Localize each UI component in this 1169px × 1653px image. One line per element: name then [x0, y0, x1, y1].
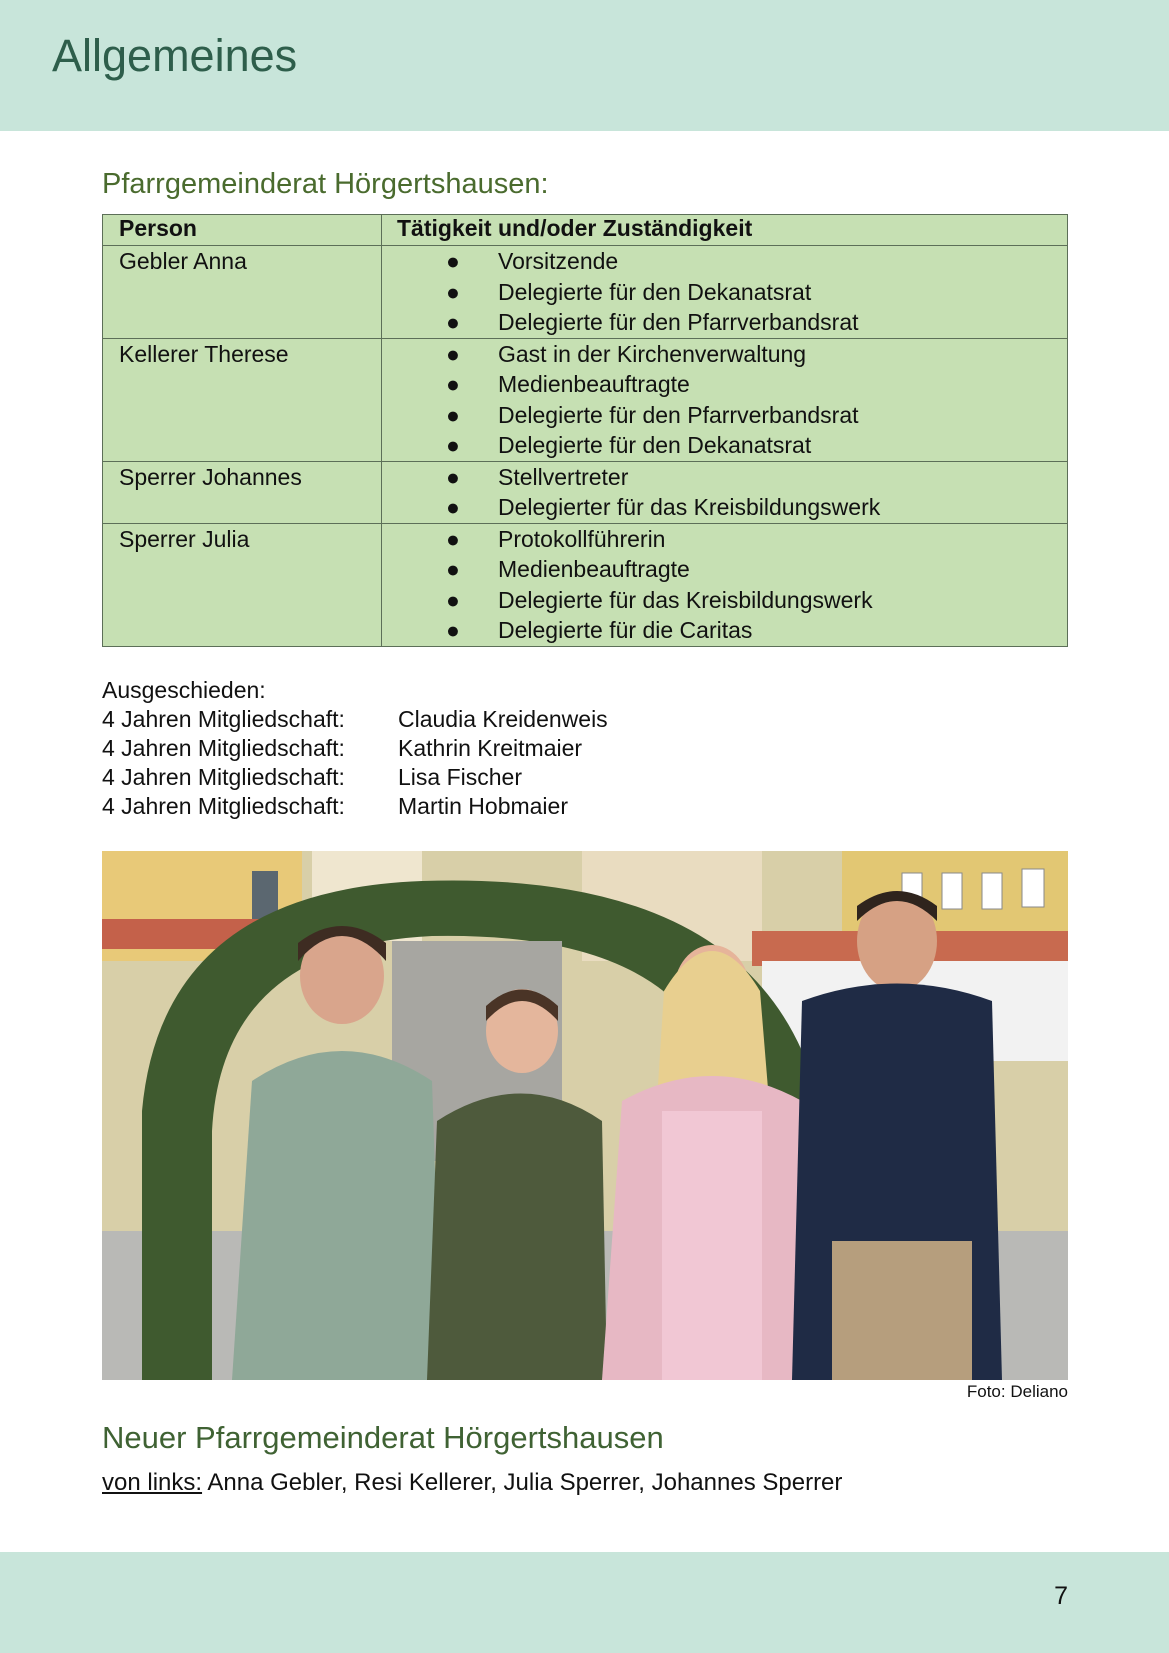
departed-entry — [102, 763, 608, 792]
bullet-icon: ● — [446, 617, 460, 643]
role-list — [382, 339, 1067, 461]
caption-text — [102, 1469, 842, 1497]
bullet-icon: ● — [446, 278, 460, 305]
member-name: Martin Hobmaier — [398, 793, 568, 819]
role-cell — [382, 338, 1068, 461]
departed-entry — [102, 792, 608, 821]
role-item: ● Medienbeauftragte — [382, 369, 1067, 400]
person-name: Sperrer Julia — [103, 523, 382, 646]
group-photo — [102, 851, 1068, 1380]
role-item: ● Stellvertreter — [382, 462, 1067, 493]
role-list — [382, 246, 1067, 338]
role-item: ● Delegierte für den Pfarrverbandsrat — [382, 307, 1067, 338]
role-item: ● Protokollführerin — [382, 524, 1067, 555]
bullet-icon: ● — [446, 309, 460, 335]
role-item: ● Delegierte für den Dekanatsrat — [382, 430, 1067, 461]
role-item: ● Delegierter für das Kreisbildungswerk — [382, 492, 1067, 523]
bullet-icon: ● — [446, 371, 460, 397]
role-list — [382, 524, 1067, 646]
page-title: Allgemeines — [52, 30, 298, 81]
bullet-icon: ● — [446, 432, 460, 458]
person-name: Sperrer Johannes — [103, 461, 382, 523]
table-row — [103, 461, 1068, 523]
section-title: Pfarrgemeinderat Hörgertshausen: — [102, 168, 549, 200]
role-item: ● Gast in der Kirchenverwaltung — [382, 339, 1067, 370]
caption-title: Neuer Pfarrgemeinderat Hörgertshausen — [102, 1420, 664, 1455]
role-cell — [382, 461, 1068, 523]
person-name: Gebler Anna — [103, 246, 382, 339]
member-name: Claudia Kreidenweis — [398, 706, 608, 732]
bullet-icon: ● — [446, 525, 460, 552]
bullet-icon: ● — [446, 463, 460, 490]
bullet-icon: ● — [446, 340, 460, 367]
header-band — [0, 0, 1169, 131]
column-header-roles: Tätigkeit und/oder Zuständigkeit — [382, 215, 1068, 246]
role-item: ● Delegierte für den Pfarrverbandsrat — [382, 400, 1067, 431]
membership-duration: 4 Jahren Mitgliedschaft: — [102, 735, 345, 761]
bullet-icon: ● — [446, 401, 460, 428]
member-name: Lisa Fischer — [398, 764, 522, 790]
member-name: Kathrin Kreitmaier — [398, 735, 583, 761]
role-item: ● Delegierte für das Kreisbildungswerk — [382, 585, 1067, 616]
role-list — [382, 462, 1067, 523]
role-item: ● Delegierte für den Dekanatsrat — [382, 277, 1067, 308]
photo-credit: Foto: Deliano — [966, 1382, 1068, 1401]
departed-members — [102, 676, 608, 821]
table-header-row — [103, 215, 1068, 246]
bullet-icon: ● — [446, 248, 460, 274]
role-cell — [382, 523, 1068, 646]
membership-duration: 4 Jahren Mitgliedschaft: — [102, 706, 345, 732]
bullet-icon: ● — [446, 586, 460, 613]
table-row — [103, 338, 1068, 461]
membership-duration: 4 Jahren Mitgliedschaft: — [102, 793, 345, 819]
column-header-person: Person — [103, 215, 382, 246]
person-name: Kellerer Therese — [103, 338, 382, 461]
page-number: 7 — [1054, 1582, 1068, 1610]
caption-names: Anna Gebler, Resi Kellerer, Julia Sperrer, Johannes Sperrer — [207, 1469, 843, 1496]
departed-heading: Ausgeschieden: — [102, 677, 266, 703]
bullet-icon: ● — [446, 494, 460, 520]
departed-entry — [102, 705, 608, 734]
departed-entry — [102, 734, 608, 763]
caption-prefix: von links: — [102, 1469, 203, 1496]
footer-band — [0, 1552, 1169, 1653]
bullet-icon: ● — [446, 556, 460, 582]
role-item: ● Delegierte für die Caritas — [382, 615, 1067, 646]
council-table — [102, 214, 1068, 647]
membership-duration: 4 Jahren Mitgliedschaft: — [102, 764, 345, 790]
table-row — [103, 523, 1068, 646]
role-item: ● Vorsitzende — [382, 246, 1067, 277]
role-item: ● Medienbeauftragte — [382, 554, 1067, 585]
role-cell — [382, 246, 1068, 339]
table-row — [103, 246, 1068, 339]
